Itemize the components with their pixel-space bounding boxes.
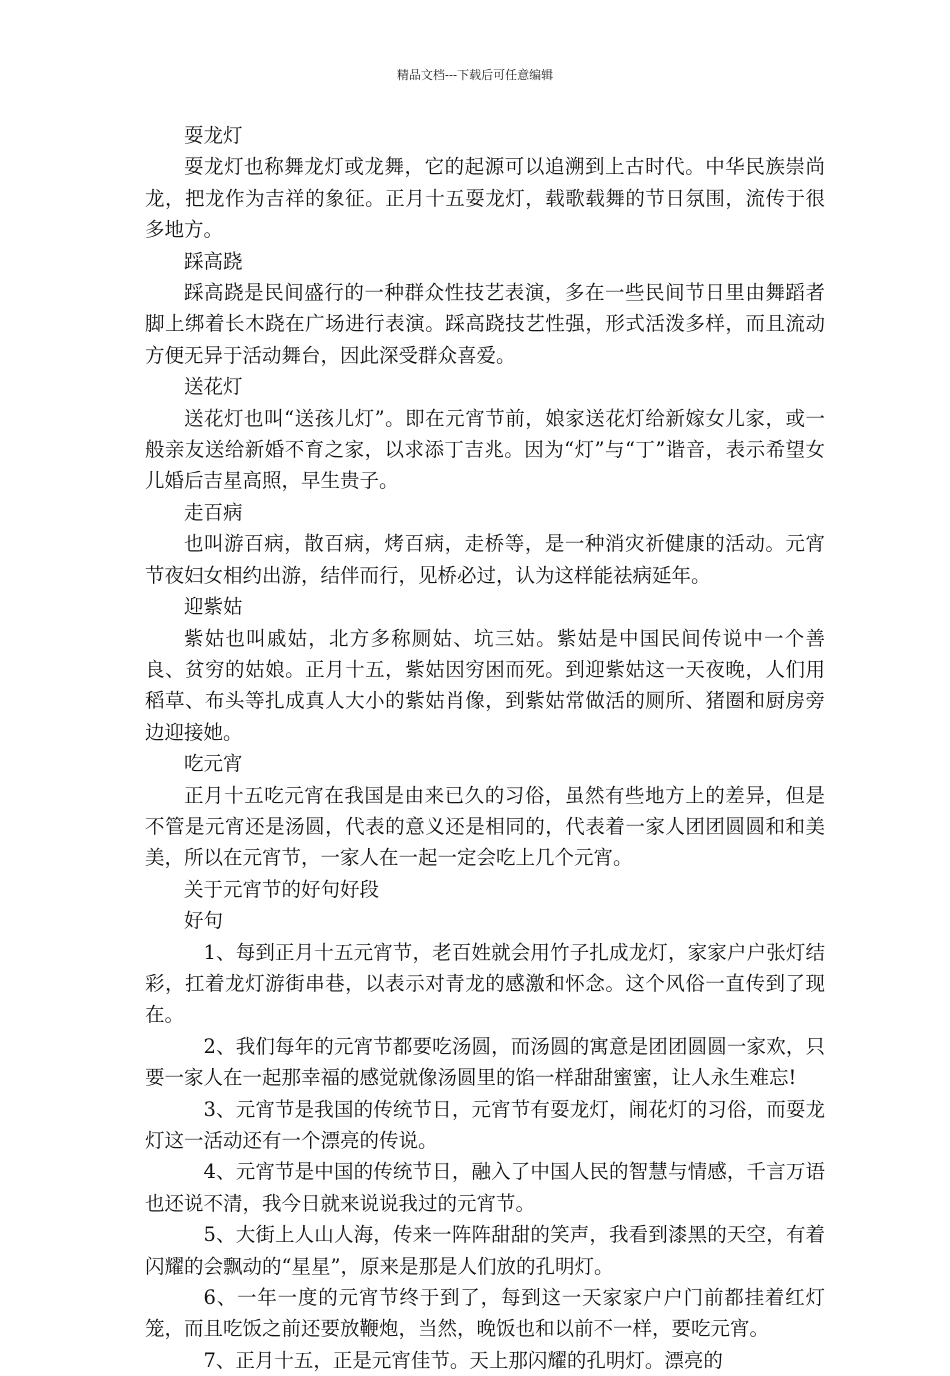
page-header: 精品文档---下载后可任意编辑 (396, 68, 554, 82)
section-heading: 送花灯 (184, 375, 243, 399)
numbered-item: 7、正月十五，正是元宵佳节。天上那闪耀的孔明灯。漂亮的 (203, 1348, 723, 1372)
section-heading: 耍龙灯 (184, 124, 243, 147)
section-heading: 好句 (184, 909, 224, 933)
section-heading: 迎紫姑 (184, 595, 243, 619)
numbered-item: 4、元宵节是中国的传统节日，融入了中国人民的智慧与情感，千言万语也还说不清，我今日就来说说我过的元宵节。 (145, 1160, 825, 1215)
paragraph: 也叫游百病，散百病，烤百病，走桥等，是一种消灾祈健康的活动。元宵节夜妇女相约出游，结伴而行，见桥必过，认为这样能祛病延年。 (145, 532, 825, 587)
paragraph: 踩高跷是民间盛行的一种群众性技艺表演，多在一些民间节日里由舞蹈者脚上绑着长木跷在广场进行表演。踩高跷技艺性强，形式活泼多样，而且流动方便无异于活动舞台，因此深受群众喜爱。 (145, 281, 825, 367)
section-heading: 吃元宵 (184, 752, 243, 776)
section-heading: 踩高跷 (184, 249, 243, 273)
document-body (145, 120, 825, 1376)
numbered-item: 2、我们每年的元宵节都要吃汤圆，而汤圆的寓意是团团圆圆一家欢，只要一家人在一起那幸福的感觉就像汤圆里的馅一样甜甜蜜蜜，让人永生难忘! (145, 1034, 825, 1090)
paragraph: 耍龙灯也称舞龙灯或龙舞，它的起源可以追溯到上古时代。中华民族崇尚龙，把龙作为吉祥的象征。正月十五耍龙灯，载歌载舞的节日氛围，流传于很多地方。 (145, 155, 825, 242)
section-heading: 关于元宵节的好句好段 (184, 877, 380, 901)
paragraph: 送花灯也叫“送孩儿灯”。即在元宵节前，娘家送花灯给新嫁女儿家，或一般亲友送给新婚不育之家，以求添丁吉兆。因为“灯”与“丁”谐音，表示希望女儿婚后吉星高照，早生贵子。 (145, 406, 825, 493)
numbered-item: 3、元宵节是我国的传统节日，元宵节有耍龙灯，闹花灯的习俗，而耍龙灯这一活动还有一个漂亮的传说。 (145, 1097, 825, 1152)
paragraph: 紫姑也叫戚姑，北方多称厕姑、坑三姑。紫姑是中国民间传说中一个善良、贫穷的姑娘。正月十五，紫姑因穷困而死。到迎紫姑这一天夜晚，人们用稻草、布头等扎成真人大小的紫姑肖像，到紫姑常做活的厕所、猪圈和厨房旁边迎接她。 (145, 626, 825, 744)
numbered-item: 5、大街上人山人海，传来一阵阵甜甜的笑声，我看到漆黑的天空，有着闪耀的会飘动的“星星”，原来是那是人们放的孔明灯。 (145, 1223, 825, 1278)
numbered-item: 1、每到正月十五元宵节，老百姓就会用竹子扎成龙灯，家家户户张灯结彩，扛着龙灯游街串巷，以表示对青龙的感激和怀念。这个风俗一直传到了现在。 (145, 940, 825, 1027)
section-heading: 走百病 (184, 500, 243, 524)
paragraph: 正月十五吃元宵在我国是由来已久的习俗，虽然有些地方上的差异，但是不管是元宵还是汤圆，代表的意义还是相同的，代表着一家人团团圆圆和和美美，所以在元宵节，一家人在一起一定会吃上几个元宵。 (145, 783, 825, 870)
numbered-item: 6、一年一度的元宵节终于到了，每到这一天家家户户门前都挂着红灯笼，而且吃饭之前还要放鞭炮，当然，晚饭也和以前不一样，要吃元宵。 (145, 1286, 825, 1341)
